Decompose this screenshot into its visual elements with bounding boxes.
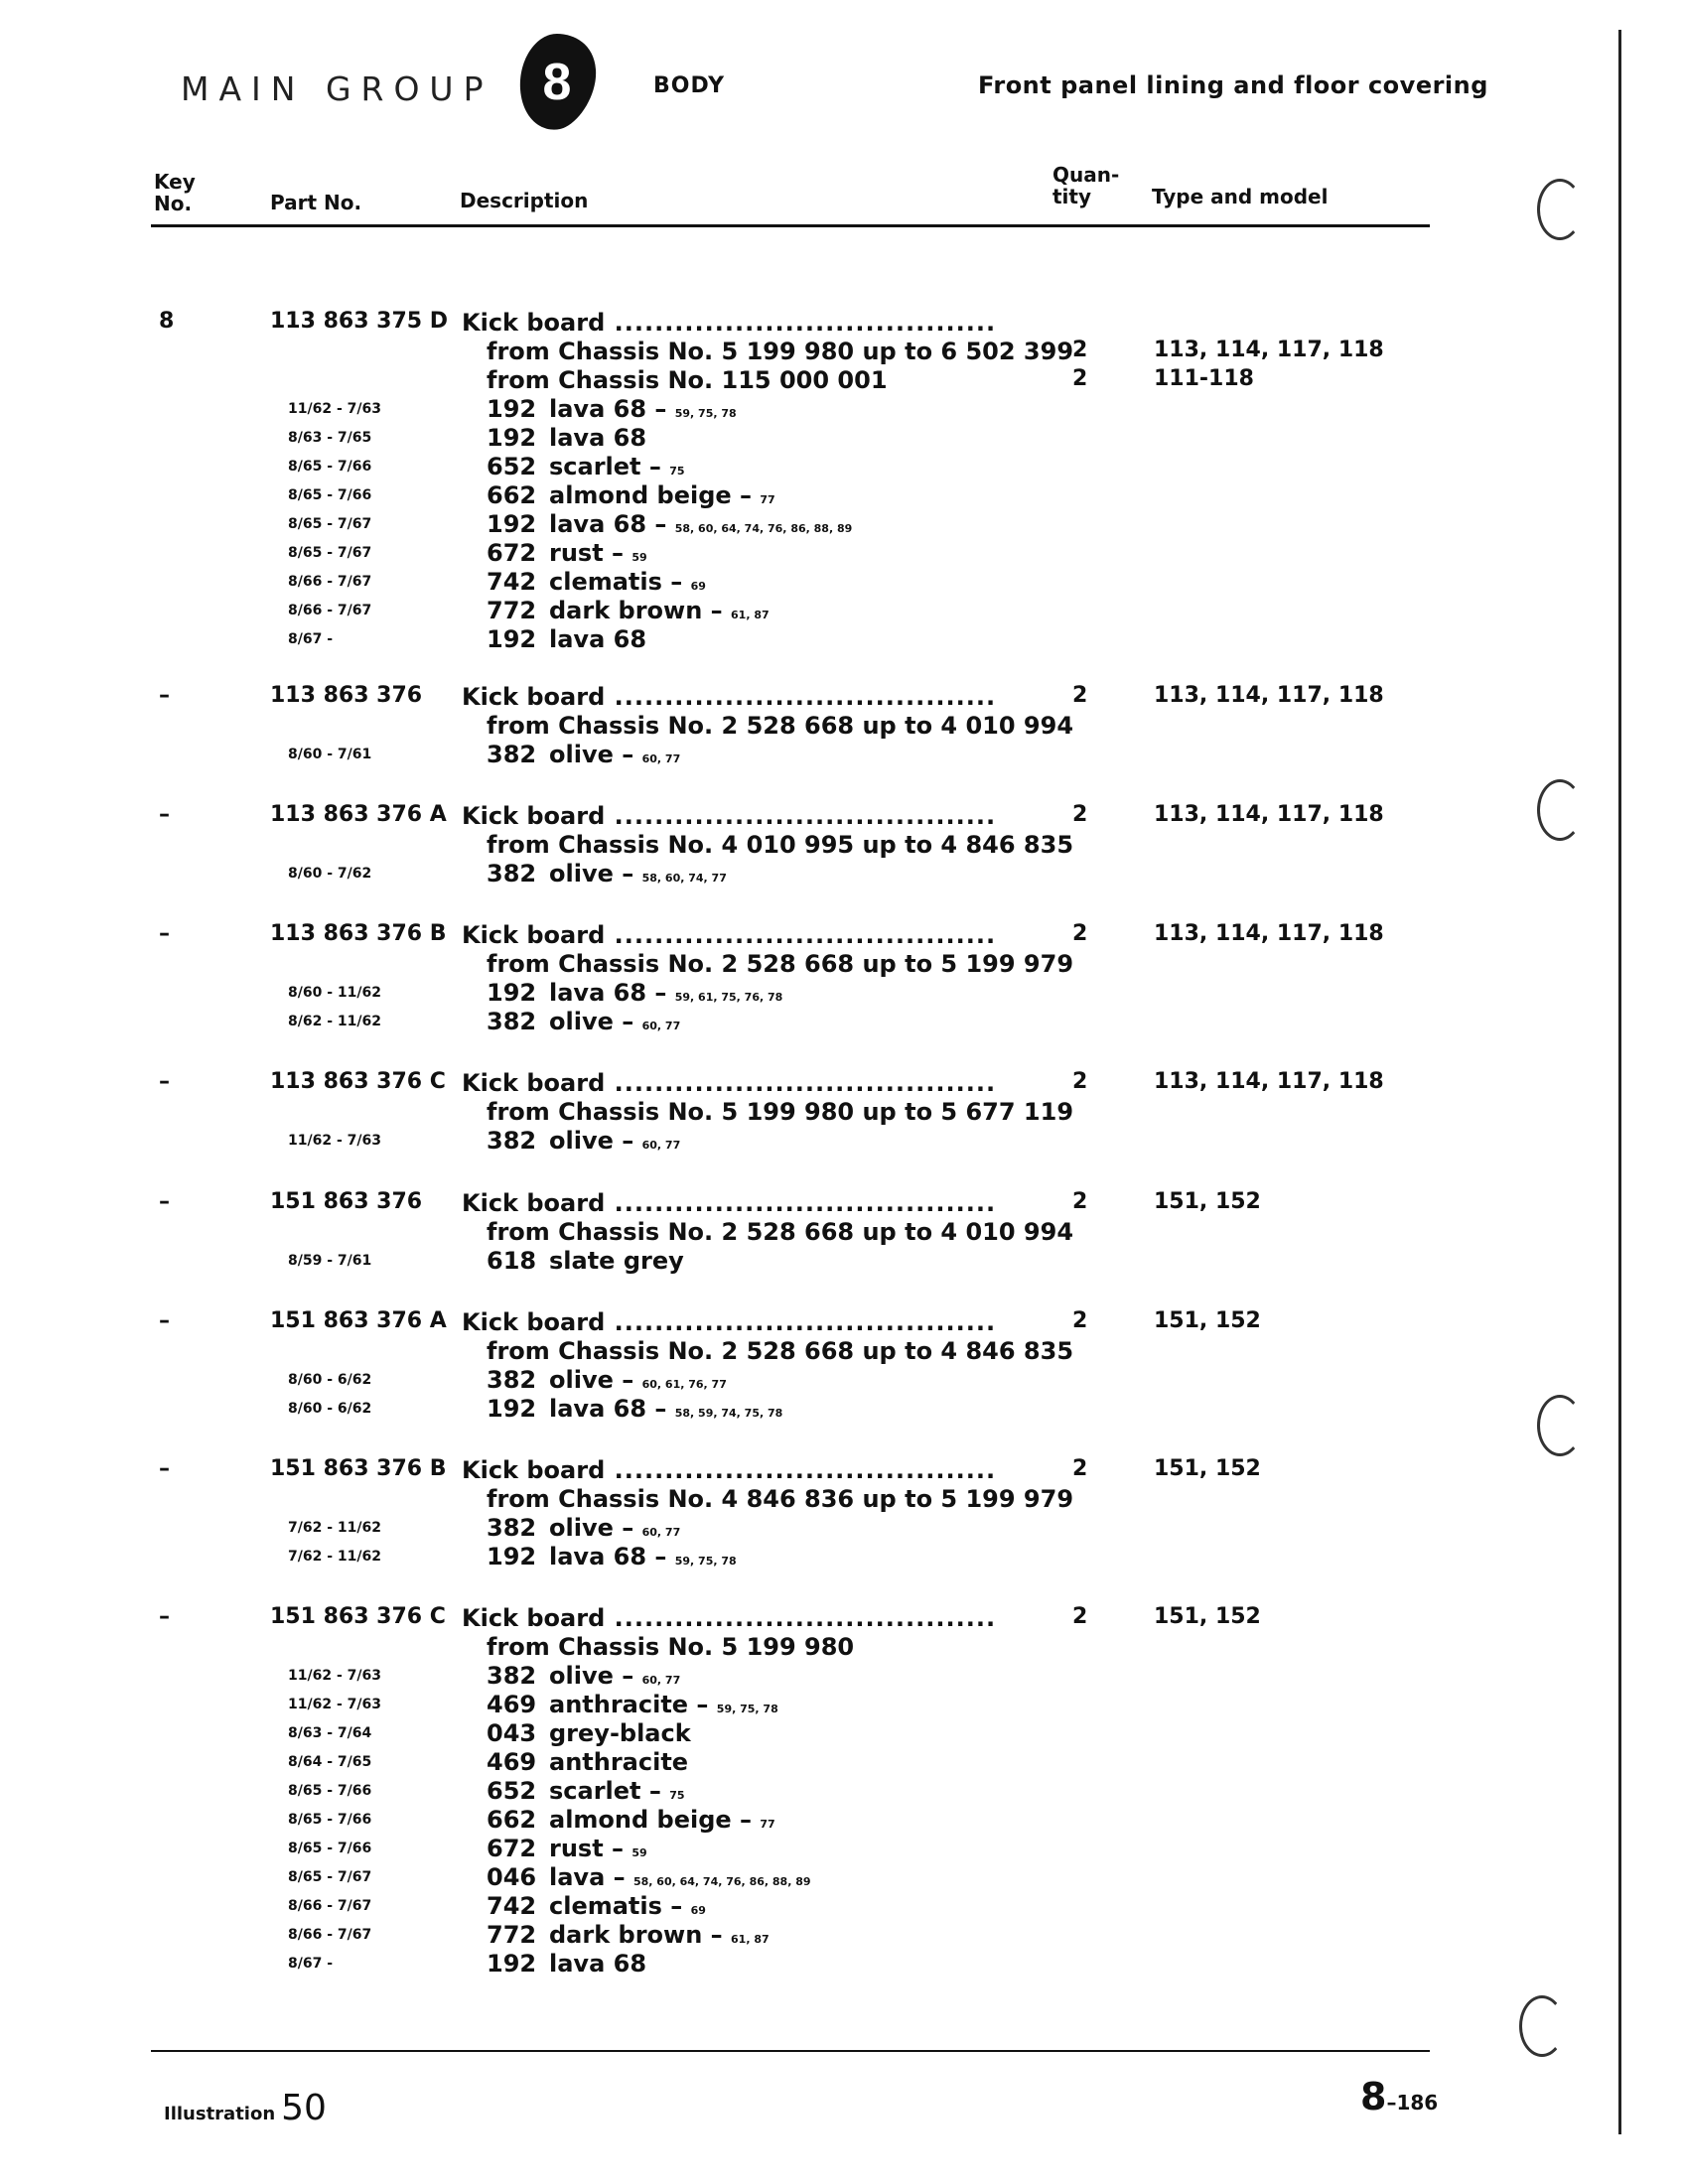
quantity: 2	[1072, 338, 1088, 362]
illustration-label: Illustration	[164, 2104, 276, 2124]
color-code: 662	[487, 1806, 537, 1834]
color-name: lava 68 – 58, 59, 74, 75, 78	[549, 1395, 783, 1423]
color-variant-row	[0, 1691, 1589, 1719]
type-model: 151, 152	[1154, 1308, 1261, 1333]
chassis-range-row	[0, 712, 1589, 741]
binder-ring-icon	[1537, 779, 1583, 841]
color-name: slate grey	[549, 1247, 684, 1275]
color-code: 469	[487, 1748, 537, 1776]
color-name: rust – 59	[549, 539, 647, 567]
binder-ring-icon	[1519, 1995, 1565, 2057]
date-range: 8/65 - 7/66	[288, 487, 372, 503]
quantity: 2	[1072, 1069, 1088, 1094]
color-variant-row	[0, 424, 1589, 453]
chassis-range-row	[0, 1485, 1589, 1514]
main-group-label: MAIN GROUP	[181, 69, 493, 108]
color-code: 382	[487, 1662, 537, 1690]
chassis-range-row	[0, 1098, 1589, 1127]
chassis-range-row	[0, 1218, 1589, 1247]
col-type-header: Type and model	[1152, 185, 1329, 208]
part-number: 151 863 376 C	[270, 1604, 446, 1629]
date-range: 8/65 - 7/67	[288, 1869, 372, 1885]
color-variant-row	[0, 1863, 1589, 1892]
color-code: 382	[487, 1008, 537, 1035]
part-number: 113 863 376 A	[270, 802, 447, 827]
part-description: Kick board ......................................	[462, 1604, 997, 1632]
chassis-range-row	[0, 950, 1589, 979]
group-number-badge	[516, 30, 598, 133]
part-number: 113 863 376 B	[270, 921, 447, 946]
color-name: lava 68	[549, 625, 647, 653]
part-entry	[0, 1604, 1589, 1979]
date-range: 8/65 - 7/66	[288, 1783, 372, 1799]
color-code: 192	[487, 395, 537, 423]
color-name: anthracite – 59, 75, 78	[549, 1691, 778, 1718]
color-code: 192	[487, 510, 537, 538]
color-code: 382	[487, 860, 537, 887]
type-model: 151, 152	[1154, 1456, 1261, 1481]
color-name: olive – 60, 61, 76, 77	[549, 1366, 727, 1394]
color-variant-row	[0, 568, 1589, 597]
part-number: 113 863 376	[270, 683, 423, 708]
date-range: 11/62 - 7/63	[288, 401, 381, 417]
color-variant-row	[0, 1514, 1589, 1543]
part-description: Kick board ......................................	[462, 1308, 997, 1336]
part-main-row	[0, 921, 1589, 950]
col-description-header: Description	[460, 189, 589, 212]
chassis-range: from Chassis No. 4 010 995 up to 4 846 835	[487, 831, 1074, 859]
date-range: 8/67 -	[288, 631, 334, 647]
date-range: 8/66 - 7/67	[288, 603, 372, 618]
color-code: 382	[487, 1127, 537, 1155]
date-range: 8/67 -	[288, 1956, 334, 1972]
date-range: 11/62 - 7/63	[288, 1697, 381, 1712]
color-name: lava 68 – 59, 75, 78	[549, 1543, 737, 1570]
date-range: 8/65 - 7/67	[288, 516, 372, 532]
model-codes: 60, 61, 76, 77	[641, 1378, 727, 1391]
color-code: 618	[487, 1247, 537, 1275]
key-number: –	[159, 1604, 170, 1629]
part-number: 151 863 376 B	[270, 1456, 447, 1481]
color-name: scarlet – 75	[549, 453, 685, 480]
color-name: lava 68 – 59, 75, 78	[549, 395, 737, 423]
part-description: Kick board ......................................	[462, 683, 997, 711]
type-model: 113, 114, 117, 118	[1154, 338, 1384, 362]
binder-edge	[1618, 30, 1621, 2134]
chassis-range: from Chassis No. 5 199 980 up to 6 502 399	[487, 338, 1074, 365]
color-name: olive – 60, 77	[549, 1662, 681, 1690]
key-number: –	[159, 1308, 170, 1333]
color-variant-row	[0, 510, 1589, 539]
type-model: 113, 114, 117, 118	[1154, 802, 1384, 827]
color-code: 192	[487, 625, 537, 653]
type-model: 151, 152	[1154, 1189, 1261, 1214]
color-code: 742	[487, 568, 537, 596]
model-codes: 75	[669, 1789, 685, 1802]
quantity: 2	[1072, 921, 1088, 946]
color-code: 043	[487, 1719, 537, 1747]
color-name: almond beige – 77	[549, 1806, 775, 1834]
model-codes: 59, 75, 78	[674, 1555, 737, 1568]
model-codes: 77	[760, 1818, 775, 1831]
chassis-range: from Chassis No. 4 846 836 up to 5 199 979	[487, 1485, 1074, 1513]
type-model: 113, 114, 117, 118	[1154, 921, 1384, 946]
color-name: grey-black	[549, 1719, 691, 1747]
color-name: lava 68 – 59, 61, 75, 76, 78	[549, 979, 783, 1007]
part-description: Kick board ......................................	[462, 1456, 997, 1484]
model-codes: 59, 75, 78	[716, 1703, 778, 1715]
date-range: 8/60 - 7/62	[288, 866, 372, 882]
part-main-row	[0, 683, 1589, 712]
model-codes: 77	[760, 493, 775, 506]
col-key-header: Key No.	[154, 170, 196, 215]
model-codes: 60, 77	[641, 1139, 681, 1152]
chassis-range-row	[0, 366, 1589, 395]
color-name: lava – 58, 60, 64, 74, 76, 86, 88, 89	[549, 1863, 811, 1891]
model-codes: 59	[631, 1846, 647, 1859]
part-entry	[0, 1069, 1589, 1156]
chassis-range-row	[0, 1337, 1589, 1366]
part-main-row	[0, 1189, 1589, 1218]
color-variant-row	[0, 1777, 1589, 1806]
color-variant-row	[0, 1806, 1589, 1835]
header-rule	[151, 224, 1430, 227]
model-codes: 75	[669, 465, 685, 478]
model-codes: 60, 77	[641, 1526, 681, 1539]
color-name: olive – 60, 77	[549, 1127, 681, 1155]
part-number: 113 863 375 D	[270, 309, 449, 334]
part-description: Kick board ......................................	[462, 1189, 997, 1217]
color-variant-row	[0, 1127, 1589, 1156]
color-variant-row	[0, 1008, 1589, 1036]
part-entry	[0, 309, 1589, 654]
group-number: 8	[542, 54, 572, 111]
key-number: –	[159, 802, 170, 827]
date-range: 8/60 - 6/62	[288, 1372, 372, 1388]
date-range: 8/65 - 7/67	[288, 545, 372, 561]
chassis-range: from Chassis No. 2 528 668 up to 4 010 994	[487, 1218, 1074, 1246]
color-name: lava 68	[549, 1950, 647, 1978]
date-range: 11/62 - 7/63	[288, 1668, 381, 1684]
color-code: 382	[487, 1514, 537, 1542]
date-range: 8/65 - 7/66	[288, 1812, 372, 1828]
color-variant-row	[0, 597, 1589, 625]
part-number: 151 863 376	[270, 1189, 423, 1214]
col-part-header: Part No.	[270, 191, 362, 214]
color-variant-row	[0, 1662, 1589, 1691]
color-variant-row	[0, 1835, 1589, 1863]
illustration-reference	[164, 2088, 327, 2128]
date-range: 8/64 - 7/65	[288, 1754, 372, 1770]
color-code: 652	[487, 453, 537, 480]
part-main-row	[0, 1069, 1589, 1098]
quantity: 2	[1072, 1604, 1088, 1629]
type-model: 113, 114, 117, 118	[1154, 1069, 1384, 1094]
date-range: 8/62 - 11/62	[288, 1014, 381, 1029]
part-main-row	[0, 1456, 1589, 1485]
part-entry	[0, 683, 1589, 769]
color-name: anthracite	[549, 1748, 689, 1776]
chassis-range-row	[0, 338, 1589, 366]
model-codes: 58, 60, 64, 74, 76, 86, 88, 89	[674, 522, 853, 535]
page-subtitle: Front panel lining and floor covering	[978, 71, 1488, 99]
model-codes: 59, 75, 78	[674, 407, 737, 420]
date-range: 8/60 - 11/62	[288, 985, 381, 1001]
color-code: 469	[487, 1691, 537, 1718]
color-variant-row	[0, 1543, 1589, 1571]
section-title: BODY	[653, 73, 726, 98]
color-variant-row	[0, 625, 1589, 654]
color-code: 742	[487, 1892, 537, 1920]
date-range: 8/66 - 7/67	[288, 1927, 372, 1943]
color-code: 192	[487, 1543, 537, 1570]
color-name: rust – 59	[549, 1835, 647, 1862]
color-code: 192	[487, 424, 537, 452]
color-code: 382	[487, 741, 537, 768]
date-range: 11/62 - 7/63	[288, 1133, 381, 1149]
color-code: 672	[487, 539, 537, 567]
color-variant-row	[0, 1950, 1589, 1979]
color-variant-row	[0, 1748, 1589, 1777]
model-codes: 61, 87	[731, 1933, 770, 1946]
color-code: 382	[487, 1366, 537, 1394]
col-quantity-header: Quan- tity	[1052, 163, 1120, 208]
color-code: 192	[487, 1395, 537, 1423]
model-codes: 60, 77	[641, 752, 681, 765]
model-codes: 58, 60, 64, 74, 76, 86, 88, 89	[632, 1875, 811, 1888]
date-range: 8/63 - 7/65	[288, 430, 372, 446]
model-codes: 69	[690, 580, 706, 593]
model-codes: 58, 59, 74, 75, 78	[674, 1407, 783, 1420]
date-range: 8/66 - 7/67	[288, 1898, 372, 1914]
color-variant-row	[0, 539, 1589, 568]
date-range: 8/63 - 7/64	[288, 1725, 372, 1741]
color-name: lava 68 – 58, 60, 64, 74, 76, 86, 88, 89	[549, 510, 853, 538]
footer-rule	[151, 2050, 1430, 2052]
date-range: 8/66 - 7/67	[288, 574, 372, 590]
key-number: –	[159, 1069, 170, 1094]
color-variant-row	[0, 1395, 1589, 1424]
quantity: 2	[1072, 1308, 1088, 1333]
color-variant-row	[0, 860, 1589, 888]
model-codes: 59, 61, 75, 76, 78	[674, 991, 783, 1004]
color-name: olive – 60, 77	[549, 1514, 681, 1542]
date-range: 8/65 - 7/66	[288, 1841, 372, 1856]
color-name: olive – 60, 77	[549, 1008, 681, 1035]
key-number: –	[159, 683, 170, 708]
part-main-row	[0, 802, 1589, 831]
color-variant-row	[0, 1247, 1589, 1276]
key-number: 8	[159, 309, 175, 334]
key-number: –	[159, 921, 170, 946]
part-description: Kick board ......................................	[462, 921, 997, 949]
part-entry	[0, 1456, 1589, 1571]
color-variant-row	[0, 741, 1589, 769]
model-codes: 61, 87	[731, 609, 770, 621]
color-code: 652	[487, 1777, 537, 1805]
quantity: 2	[1072, 1189, 1088, 1214]
quantity: 2	[1072, 366, 1088, 391]
quantity: 2	[1072, 1456, 1088, 1481]
key-number: –	[159, 1456, 170, 1481]
color-name: almond beige – 77	[549, 481, 775, 509]
color-variant-row	[0, 481, 1589, 510]
chassis-range-row	[0, 1633, 1589, 1662]
part-entry	[0, 921, 1589, 1036]
part-description: Kick board ......................................	[462, 309, 997, 337]
chassis-range: from Chassis No. 115 000 001	[487, 366, 888, 394]
color-variant-row	[0, 1892, 1589, 1921]
date-range: 8/59 - 7/61	[288, 1253, 372, 1269]
type-model: 151, 152	[1154, 1604, 1261, 1629]
chassis-range: from Chassis No. 5 199 980 up to 5 677 119	[487, 1098, 1074, 1126]
chassis-range: from Chassis No. 2 528 668 up to 4 010 994	[487, 712, 1074, 740]
model-codes: 69	[690, 1904, 706, 1917]
chassis-range-row	[0, 831, 1589, 860]
date-range: 8/60 - 6/62	[288, 1401, 372, 1417]
date-range: 7/62 - 11/62	[288, 1520, 381, 1536]
model-codes: 60, 77	[641, 1020, 681, 1032]
chassis-range: from Chassis No. 5 199 980	[487, 1633, 855, 1661]
date-range: 8/60 - 7/61	[288, 747, 372, 762]
chassis-range: from Chassis No. 2 528 668 up to 4 846 835	[487, 1337, 1074, 1365]
color-variant-row	[0, 1921, 1589, 1950]
color-name: scarlet – 75	[549, 1777, 685, 1805]
page-number: 8–186	[1360, 2075, 1439, 2118]
part-entry	[0, 1189, 1589, 1276]
part-main-row	[0, 1604, 1589, 1633]
color-name: olive – 58, 60, 74, 77	[549, 860, 727, 887]
model-codes: 59	[631, 551, 647, 564]
part-description: Kick board ......................................	[462, 1069, 997, 1097]
color-variant-row	[0, 453, 1589, 481]
color-code: 662	[487, 481, 537, 509]
chassis-range: from Chassis No. 2 528 668 up to 5 199 979	[487, 950, 1074, 978]
color-code: 192	[487, 979, 537, 1007]
color-variant-row	[0, 1366, 1589, 1395]
part-number: 151 863 376 A	[270, 1308, 447, 1333]
model-codes: 58, 60, 74, 77	[641, 872, 727, 885]
color-code: 772	[487, 1921, 537, 1949]
color-name: olive – 60, 77	[549, 741, 681, 768]
color-variant-row	[0, 979, 1589, 1008]
color-code: 192	[487, 1950, 537, 1978]
key-number: –	[159, 1189, 170, 1214]
part-main-row	[0, 1308, 1589, 1337]
color-code: 772	[487, 597, 537, 624]
color-code: 046	[487, 1863, 537, 1891]
date-range: 8/65 - 7/66	[288, 459, 372, 475]
color-name: clematis – 69	[549, 568, 706, 596]
date-range: 7/62 - 11/62	[288, 1549, 381, 1565]
color-name: clematis – 69	[549, 1892, 706, 1920]
part-entry	[0, 1308, 1589, 1424]
type-model: 113, 114, 117, 118	[1154, 683, 1384, 708]
binder-ring-icon	[1537, 179, 1583, 240]
color-name: dark brown – 61, 87	[549, 597, 770, 624]
binder-ring-icon	[1537, 1395, 1583, 1456]
model-codes: 60, 77	[641, 1674, 681, 1687]
part-description: Kick board ......................................	[462, 802, 997, 830]
color-name: lava 68	[549, 424, 647, 452]
color-variant-row	[0, 395, 1589, 424]
part-number: 113 863 376 C	[270, 1069, 446, 1094]
color-name: dark brown – 61, 87	[549, 1921, 770, 1949]
part-entry	[0, 802, 1589, 888]
illustration-number: 50	[281, 2088, 327, 2128]
quantity: 2	[1072, 802, 1088, 827]
quantity: 2	[1072, 683, 1088, 708]
type-model: 111-118	[1154, 366, 1254, 391]
color-variant-row	[0, 1719, 1589, 1748]
color-code: 672	[487, 1835, 537, 1862]
part-main-row	[0, 309, 1589, 338]
